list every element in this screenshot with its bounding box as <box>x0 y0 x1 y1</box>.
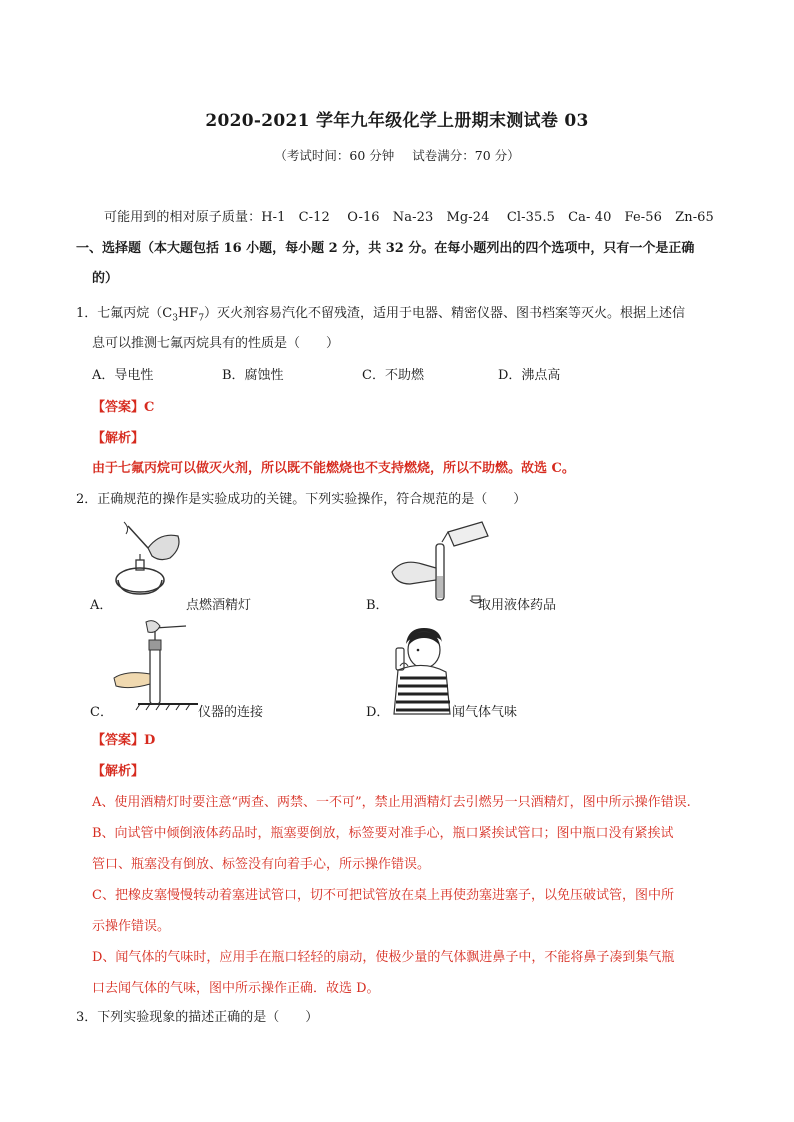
smelling-gas-figure <box>390 626 452 716</box>
q2-option-d-letter: D． <box>366 705 390 720</box>
pouring-liquid-figure <box>388 518 492 608</box>
page-title: 2020-2021 学年九年级化学上册期末测试卷 03 <box>205 111 589 131</box>
q2-analysis-line: 管口、瓶塞没有倒放、标签没有向着手心，所示操作错误。 <box>92 857 431 872</box>
q1-option-c: C．不助燃 <box>362 368 424 383</box>
q1-option-a: A．导电性 <box>92 368 154 383</box>
q1-answer: 【答案】C <box>92 400 155 415</box>
q2-option-c-letter: C． <box>90 705 113 720</box>
q1-option-d: D．沸点高 <box>498 368 561 383</box>
q2-analysis-line: C、把橡皮塞慢慢转动着塞进试管口，切不可把试管放在桌上再使劲塞进塞子，以免压破试管，图中所 <box>92 888 674 903</box>
exam-time: （考试时间：60 分钟 <box>274 148 395 163</box>
q2-option-a-letter: A． <box>90 598 113 613</box>
q3-stem: 3．下列实验现象的描述正确的是（ ） <box>76 1010 319 1025</box>
q2-analysis-line: A、使用酒精灯时要注意“两查、两禁、一不可”，禁止用酒精灯去引燃另一只酒精灯，图中所示操作错误. <box>92 795 691 810</box>
section-heading-line1: 一、选择题（本大题包括 16 小题，每小题 2 分，共 32 分。在每小题列出的四个选项中，只有一个是正确 <box>76 241 695 256</box>
q2-option-c-caption: 仪器的连接 <box>198 705 264 720</box>
q1-option-b: B．腐蚀性 <box>222 368 284 383</box>
q2-option-b-letter: B． <box>366 598 389 613</box>
q2-analysis-line: B、向试管中倾倒液体药品时，瓶塞要倒放，标签要对准手心，瓶口紧挨试管口；图中瓶口没有紧挨试 <box>92 826 674 841</box>
q1-analysis: 由于七氟丙烷可以做灭火剂，所以既不能燃烧也不支持燃烧，所以不助燃。故选 C。 <box>92 461 575 476</box>
q2-option-d-caption: 闻气体气味 <box>452 705 518 720</box>
q1-stem-line2: 息可以推测七氟丙烷具有的性质是（ ） <box>92 336 340 351</box>
q2-analysis-line: 口去闻气体的气味，图中所示操作正确．故选 D。 <box>92 981 380 996</box>
exam-info <box>0 146 794 164</box>
q2-answer: 【答案】D <box>92 733 156 748</box>
q2-analysis-line: 示操作错误。 <box>92 919 171 934</box>
q1-analysis-label: 【解析】 <box>92 431 145 446</box>
q2-option-b-caption: 取用液体药品 <box>478 598 557 613</box>
q2-stem: 2．正确规范的操作是实验成功的关键。下列实验操作，符合规范的是（ ） <box>76 492 527 507</box>
apparatus-connection-figure <box>110 620 200 712</box>
atomic-masses: 可能用到的相对原子质量：H-1 C-12 O-16 Na-23 Mg-24 Cl-35.5 Ca- 40 Fe-56 Zn-65 <box>104 210 714 225</box>
q2-analysis-label: 【解析】 <box>92 764 145 779</box>
q2-option-a-caption: 点燃酒精灯 <box>186 598 252 613</box>
alcohol-lamp-figure <box>108 518 184 602</box>
section-heading-line2: 的） <box>92 271 119 286</box>
q2-analysis-line: D、闻气体的气味时，应用手在瓶口轻轻的扇动，使极少量的气体飘进鼻子中，不能将鼻子凑到集气瓶 <box>92 950 675 965</box>
exam-score: 试卷满分：70 分） <box>412 148 520 163</box>
q1-stem-line1: 1．七氟丙烷$(C_3HF_7)$灭火剂容易汽化不留残渣，适用于电器、精密仪器、图书档案等灭火。根据上述信 <box>76 306 686 324</box>
